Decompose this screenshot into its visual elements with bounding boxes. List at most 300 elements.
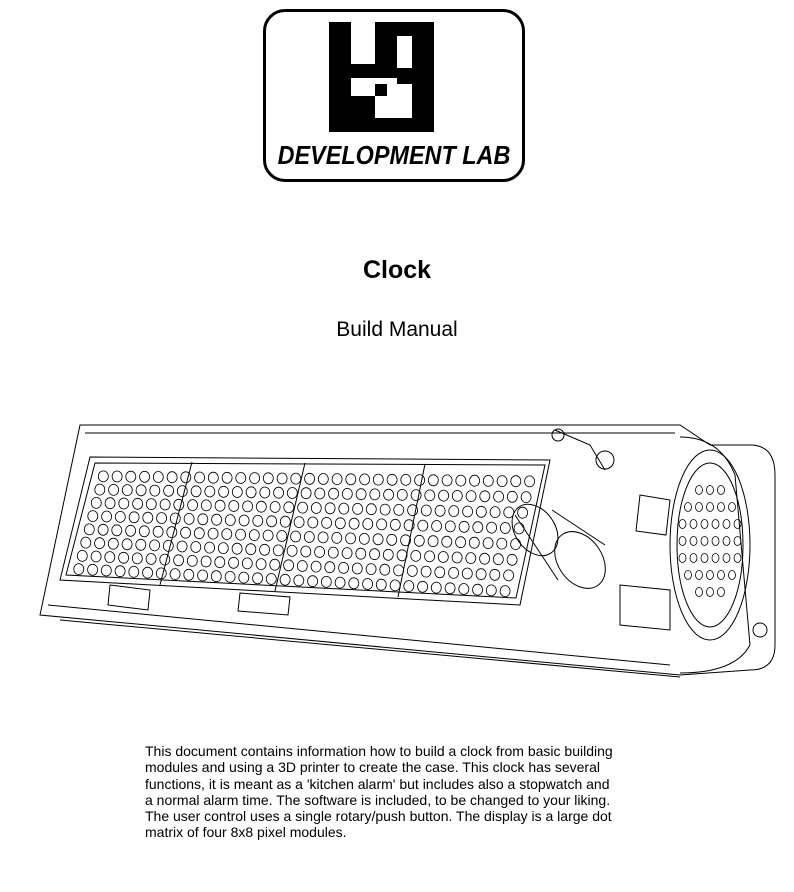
matrix-pixel bbox=[119, 552, 129, 563]
matrix-pixel bbox=[370, 549, 380, 560]
matrix-pixel bbox=[119, 498, 129, 509]
matrix-pixel bbox=[407, 566, 417, 577]
matrix-pixel bbox=[91, 551, 101, 562]
matrix-pixel bbox=[370, 489, 380, 500]
speaker-hole bbox=[734, 537, 741, 546]
matrix-pixel bbox=[376, 579, 386, 590]
matrix-pixel bbox=[136, 539, 146, 550]
matrix-pixel bbox=[201, 500, 211, 511]
matrix-pixel bbox=[500, 523, 510, 534]
matrix-pixel bbox=[126, 525, 136, 536]
matrix-pixel bbox=[449, 506, 459, 517]
speaker-hole bbox=[734, 554, 741, 563]
matrix-pixel bbox=[156, 568, 166, 579]
matrix-pixel bbox=[305, 473, 315, 484]
matrix-pixel bbox=[480, 553, 490, 564]
matrix-pixel bbox=[401, 474, 411, 485]
matrix-pixel bbox=[174, 555, 184, 566]
matrix-pixel bbox=[219, 486, 229, 497]
matrix-pixel bbox=[304, 532, 314, 543]
matrix-pixel bbox=[91, 497, 101, 508]
speaker-hole bbox=[690, 520, 697, 529]
speaker-hole bbox=[679, 520, 686, 529]
matrix-pixel bbox=[108, 538, 118, 549]
matrix-pixel bbox=[77, 550, 87, 561]
matrix-pixel bbox=[232, 487, 242, 498]
matrix-pixel bbox=[335, 518, 345, 529]
matrix-pixel bbox=[507, 554, 517, 565]
matrix-pixel bbox=[380, 504, 390, 515]
matrix-pixel bbox=[411, 490, 421, 501]
matrix-pixel bbox=[298, 502, 308, 513]
logo-mark-icon bbox=[329, 22, 434, 132]
matrix-pixel bbox=[105, 552, 115, 563]
matrix-pixel bbox=[105, 498, 115, 509]
matrix-pixel bbox=[373, 534, 383, 545]
matrix-pixel bbox=[483, 538, 493, 549]
speaker-hole bbox=[707, 588, 714, 597]
matrix-pixel bbox=[384, 489, 394, 500]
speaker-hole bbox=[701, 537, 708, 546]
speaker-hole bbox=[712, 537, 719, 546]
matrix-pixel bbox=[184, 513, 194, 524]
matrix-pixel bbox=[318, 474, 328, 485]
matrix-pixel bbox=[167, 527, 177, 538]
matrix-pixel bbox=[353, 503, 363, 514]
matrix-pixel bbox=[98, 524, 108, 535]
matrix-pixel bbox=[470, 475, 480, 486]
matrix-pixel bbox=[428, 536, 438, 547]
matrix-pixel bbox=[253, 573, 263, 584]
matrix-pixel bbox=[84, 524, 94, 535]
matrix-pixel bbox=[98, 471, 108, 482]
matrix-pixel bbox=[360, 474, 370, 485]
matrix-pixel bbox=[418, 581, 428, 592]
matrix-pixel bbox=[102, 511, 112, 522]
speaker-hole bbox=[685, 571, 692, 580]
matrix-pixel bbox=[404, 581, 414, 592]
matrix-pixel bbox=[112, 471, 122, 482]
matrix-pixel bbox=[167, 472, 177, 483]
matrix-pixel bbox=[242, 558, 252, 569]
matrix-pixel bbox=[225, 515, 235, 526]
matrix-pixel bbox=[81, 537, 91, 548]
matrix-pixel bbox=[421, 505, 431, 516]
matrix-pixel bbox=[297, 561, 307, 572]
document-subtitle: Build Manual bbox=[336, 318, 458, 341]
matrix-pixel bbox=[284, 560, 294, 571]
matrix-pixel bbox=[459, 521, 469, 532]
matrix-pixel bbox=[188, 500, 198, 511]
matrix-pixel bbox=[208, 528, 218, 539]
matrix-pixel bbox=[222, 529, 232, 540]
matrix-pixel bbox=[525, 476, 535, 487]
matrix-pixel bbox=[363, 519, 373, 530]
matrix-pixel bbox=[294, 575, 304, 586]
matrix-pixel bbox=[109, 484, 119, 495]
matrix-pixel bbox=[439, 490, 449, 501]
matrix-pixel bbox=[311, 503, 321, 514]
matrix-pixel bbox=[274, 487, 284, 498]
matrix-pixel bbox=[157, 513, 167, 524]
matrix-pixel bbox=[95, 484, 105, 495]
intro-line: The user control uses a single rotary/push button. The display is a large dot bbox=[145, 808, 612, 825]
matrix-pixel bbox=[352, 563, 362, 574]
matrix-pixel bbox=[387, 534, 397, 545]
matrix-pixel bbox=[143, 512, 153, 523]
matrix-pixel bbox=[222, 472, 232, 483]
matrix-pixel bbox=[356, 489, 366, 500]
matrix-pixel bbox=[456, 537, 466, 548]
matrix-pixel bbox=[518, 507, 528, 518]
matrix-pixel bbox=[284, 502, 294, 513]
matrix-pixel bbox=[205, 486, 215, 497]
matrix-pixel bbox=[270, 502, 280, 513]
matrix-pixel bbox=[373, 474, 383, 485]
matrix-pixel bbox=[287, 545, 297, 556]
speaker-hole bbox=[707, 503, 714, 512]
matrix-pixel bbox=[198, 570, 208, 581]
matrix-pixel bbox=[473, 522, 483, 533]
matrix-pixel bbox=[397, 489, 407, 500]
matrix-pixel bbox=[308, 517, 318, 528]
speaker-hole bbox=[679, 537, 686, 546]
matrix-pixel bbox=[270, 559, 280, 570]
matrix-pixel bbox=[318, 532, 328, 543]
matrix-pixel bbox=[342, 488, 352, 499]
matrix-pixel bbox=[140, 471, 150, 482]
speaker-hole bbox=[696, 503, 703, 512]
matrix-pixel bbox=[490, 569, 500, 580]
matrix-pixel bbox=[456, 475, 466, 486]
matrix-pixel bbox=[211, 571, 221, 582]
matrix-pixel bbox=[95, 538, 105, 549]
matrix-pixel bbox=[380, 564, 390, 575]
matrix-pixel bbox=[177, 541, 187, 552]
speaker-hole bbox=[718, 571, 725, 580]
speaker-hole bbox=[734, 520, 741, 529]
matrix-pixel bbox=[435, 505, 445, 516]
matrix-pixel bbox=[146, 499, 156, 510]
matrix-pixel bbox=[415, 475, 425, 486]
matrix-pixel bbox=[215, 557, 225, 568]
matrix-pixel bbox=[311, 561, 321, 572]
matrix-pixel bbox=[425, 551, 435, 562]
matrix-pixel bbox=[163, 540, 173, 551]
matrix-pixel bbox=[480, 491, 490, 502]
matrix-pixel bbox=[504, 570, 514, 581]
speaker-hole bbox=[723, 554, 730, 563]
matrix-pixel bbox=[383, 549, 393, 560]
speaker-hole bbox=[729, 503, 736, 512]
matrix-pixel bbox=[346, 474, 356, 485]
matrix-pixel bbox=[349, 518, 359, 529]
matrix-pixel bbox=[431, 582, 441, 593]
matrix-pixel bbox=[229, 557, 239, 568]
matrix-pixel bbox=[445, 521, 455, 532]
matrix-pixel bbox=[187, 555, 197, 566]
matrix-pixel bbox=[243, 501, 253, 512]
intro-line: matrix of four 8x8 pixel modules. bbox=[145, 824, 347, 841]
matrix-pixel bbox=[136, 485, 146, 496]
matrix-pixel bbox=[232, 543, 242, 554]
matrix-pixel bbox=[246, 487, 256, 498]
speaker-hole bbox=[723, 537, 730, 546]
matrix-pixel bbox=[263, 473, 273, 484]
matrix-pixel bbox=[493, 554, 503, 565]
matrix-pixel bbox=[198, 514, 208, 525]
matrix-pixel bbox=[459, 584, 469, 595]
matrix-pixel bbox=[260, 544, 270, 555]
clock-case-wireframe-icon bbox=[30, 415, 780, 690]
matrix-pixel bbox=[153, 526, 163, 537]
matrix-pixel bbox=[195, 472, 205, 483]
matrix-pixel bbox=[205, 542, 215, 553]
speaker-hole bbox=[718, 588, 725, 597]
matrix-pixel bbox=[442, 536, 452, 547]
matrix-pixel bbox=[363, 579, 373, 590]
matrix-pixel bbox=[339, 562, 349, 573]
matrix-pixel bbox=[122, 485, 132, 496]
matrix-pixel bbox=[377, 519, 387, 530]
development-lab-logo bbox=[263, 9, 525, 182]
intro-paragraph bbox=[145, 743, 655, 841]
matrix-pixel bbox=[277, 531, 287, 542]
matrix-pixel bbox=[473, 584, 483, 595]
matrix-pixel bbox=[322, 517, 332, 528]
matrix-pixel bbox=[215, 500, 225, 511]
matrix-pixel bbox=[349, 578, 359, 589]
matrix-pixel bbox=[184, 569, 194, 580]
matrix-pixel bbox=[146, 554, 156, 565]
matrix-pixel bbox=[463, 506, 473, 517]
matrix-pixel bbox=[191, 542, 201, 553]
matrix-pixel bbox=[366, 564, 376, 575]
matrix-pixel bbox=[497, 476, 507, 487]
intro-line: a normal alarm time. The software is included, to be changed to your liking. bbox=[145, 791, 611, 808]
speaker-hole bbox=[701, 554, 708, 563]
matrix-pixel bbox=[325, 503, 335, 514]
matrix-pixel bbox=[267, 516, 277, 527]
matrix-pixel bbox=[483, 475, 493, 486]
matrix-pixel bbox=[74, 564, 84, 575]
matrix-pixel bbox=[126, 471, 136, 482]
matrix-pixel bbox=[390, 519, 400, 530]
matrix-pixel bbox=[521, 492, 531, 503]
matrix-pixel bbox=[325, 562, 335, 573]
matrix-pixel bbox=[335, 577, 345, 588]
matrix-pixel bbox=[390, 580, 400, 591]
speaker-hole bbox=[718, 486, 725, 495]
matrix-pixel bbox=[129, 566, 139, 577]
matrix-pixel bbox=[466, 553, 476, 564]
matrix-pixel bbox=[260, 487, 270, 498]
matrix-pixel bbox=[308, 576, 318, 587]
matrix-pixel bbox=[421, 566, 431, 577]
matrix-pixel bbox=[359, 533, 369, 544]
matrix-pixel bbox=[122, 539, 132, 550]
matrix-pixel bbox=[170, 513, 180, 524]
matrix-pixel bbox=[160, 554, 170, 565]
matrix-pixel bbox=[445, 583, 455, 594]
matrix-pixel bbox=[321, 576, 331, 587]
matrix-pixel bbox=[253, 515, 263, 526]
matrix-pixel bbox=[112, 525, 122, 536]
matrix-pixel bbox=[263, 530, 273, 541]
matrix-pixel bbox=[332, 532, 342, 543]
matrix-pixel bbox=[250, 473, 260, 484]
matrix-pixel bbox=[411, 550, 421, 561]
matrix-pixel bbox=[490, 507, 500, 518]
matrix-pixel bbox=[225, 571, 235, 582]
matrix-pixel bbox=[194, 528, 204, 539]
speaker-hole bbox=[690, 554, 697, 563]
matrix-pixel bbox=[476, 506, 486, 517]
matrix-pixel bbox=[438, 552, 448, 563]
matrix-pixel bbox=[115, 511, 125, 522]
matrix-pixel bbox=[191, 486, 201, 497]
matrix-pixel bbox=[497, 538, 507, 549]
matrix-pixel bbox=[129, 512, 139, 523]
matrix-pixel bbox=[133, 498, 143, 509]
intro-line: This document contains information how to build a clock from basic building bbox=[145, 743, 613, 759]
matrix-pixel bbox=[239, 515, 249, 526]
matrix-pixel bbox=[452, 552, 462, 563]
matrix-pixel bbox=[397, 550, 407, 561]
matrix-pixel bbox=[394, 504, 404, 515]
matrix-pixel bbox=[208, 472, 218, 483]
matrix-pixel bbox=[150, 485, 160, 496]
matrix-pixel bbox=[294, 517, 304, 528]
matrix-pixel bbox=[332, 474, 342, 485]
speaker-hole bbox=[696, 571, 703, 580]
matrix-pixel bbox=[342, 548, 352, 559]
speaker-hole bbox=[729, 571, 736, 580]
matrix-pixel bbox=[366, 504, 376, 515]
speaker-hole bbox=[696, 588, 703, 597]
matrix-pixel bbox=[442, 475, 452, 486]
matrix-pixel bbox=[229, 501, 239, 512]
logo-text: DEVELOPMENT LAB bbox=[277, 140, 511, 170]
matrix-pixel bbox=[387, 474, 397, 485]
speaker-hole bbox=[685, 503, 692, 512]
matrix-pixel bbox=[236, 473, 246, 484]
speaker-hole bbox=[712, 520, 719, 529]
matrix-pixel bbox=[160, 499, 170, 510]
matrix-pixel bbox=[476, 569, 486, 580]
matrix-pixel bbox=[435, 567, 445, 578]
matrix-pixel bbox=[280, 574, 290, 585]
matrix-pixel bbox=[174, 499, 184, 510]
speaker-hole bbox=[696, 486, 703, 495]
matrix-pixel bbox=[394, 565, 404, 576]
matrix-pixel bbox=[428, 475, 438, 486]
matrix-pixel bbox=[339, 503, 349, 514]
intro-line: functions, it is meant as a 'kitchen alarm' but includes also a stopwatch and bbox=[145, 775, 610, 792]
matrix-pixel bbox=[291, 473, 301, 484]
matrix-pixel bbox=[277, 473, 287, 484]
matrix-pixel bbox=[315, 488, 325, 499]
matrix-pixel bbox=[432, 521, 442, 532]
matrix-pixel bbox=[139, 526, 149, 537]
matrix-pixel bbox=[500, 586, 510, 597]
document-title: Clock bbox=[362, 256, 432, 284]
matrix-pixel bbox=[88, 564, 98, 575]
matrix-pixel bbox=[301, 488, 311, 499]
matrix-pixel bbox=[256, 501, 266, 512]
matrix-pixel bbox=[170, 569, 180, 580]
matrix-pixel bbox=[452, 490, 462, 501]
matrix-pixel bbox=[514, 523, 524, 534]
matrix-pixel bbox=[466, 491, 476, 502]
matrix-pixel bbox=[101, 565, 111, 576]
matrix-pixel bbox=[236, 529, 246, 540]
matrix-pixel bbox=[88, 511, 98, 522]
matrix-pixel bbox=[201, 556, 211, 567]
speaker-hole bbox=[718, 503, 725, 512]
speaker-hole bbox=[707, 486, 714, 495]
speaker-hole bbox=[723, 520, 730, 529]
matrix-pixel bbox=[291, 531, 301, 542]
matrix-pixel bbox=[266, 574, 276, 585]
matrix-pixel bbox=[315, 547, 325, 558]
matrix-pixel bbox=[328, 547, 338, 558]
matrix-pixel bbox=[164, 485, 174, 496]
speaker-hole bbox=[701, 520, 708, 529]
matrix-pixel bbox=[287, 488, 297, 499]
matrix-pixel bbox=[256, 559, 266, 570]
matrix-pixel bbox=[280, 516, 290, 527]
speaker-hole bbox=[712, 554, 719, 563]
matrix-pixel bbox=[486, 585, 496, 596]
matrix-pixel bbox=[425, 490, 435, 501]
matrix-pixel bbox=[504, 507, 514, 518]
matrix-pixel bbox=[329, 488, 339, 499]
matrix-pixel bbox=[181, 472, 191, 483]
matrix-pixel bbox=[143, 567, 153, 578]
matrix-pixel bbox=[511, 476, 521, 487]
matrix-pixel bbox=[449, 567, 459, 578]
matrix-pixel bbox=[346, 533, 356, 544]
matrix-pixel bbox=[511, 539, 521, 550]
matrix-pixel bbox=[150, 540, 160, 551]
matrix-pixel bbox=[249, 530, 259, 541]
speaker-hole bbox=[679, 554, 686, 563]
matrix-pixel bbox=[487, 522, 497, 533]
speaker-hole bbox=[707, 571, 714, 580]
matrix-pixel bbox=[246, 544, 256, 555]
matrix-pixel bbox=[218, 543, 228, 554]
matrix-pixel bbox=[177, 486, 187, 497]
matrix-pixel bbox=[132, 553, 142, 564]
speaker-hole bbox=[690, 537, 697, 546]
matrix-pixel bbox=[181, 527, 191, 538]
matrix-pixel bbox=[301, 546, 311, 557]
matrix-pixel bbox=[418, 520, 428, 531]
matrix-pixel bbox=[115, 566, 125, 577]
matrix-pixel bbox=[414, 535, 424, 546]
matrix-pixel bbox=[469, 537, 479, 548]
matrix-pixel bbox=[356, 548, 366, 559]
matrix-pixel bbox=[212, 514, 222, 525]
matrix-pixel bbox=[153, 472, 163, 483]
matrix-pixel bbox=[239, 572, 249, 583]
intro-line: modules and using a 3D printer to create the case. This clock has several bbox=[145, 759, 600, 776]
matrix-pixel bbox=[494, 491, 504, 502]
matrix-pixel bbox=[273, 545, 283, 556]
matrix-pixel bbox=[507, 491, 517, 502]
matrix-pixel bbox=[462, 568, 472, 579]
